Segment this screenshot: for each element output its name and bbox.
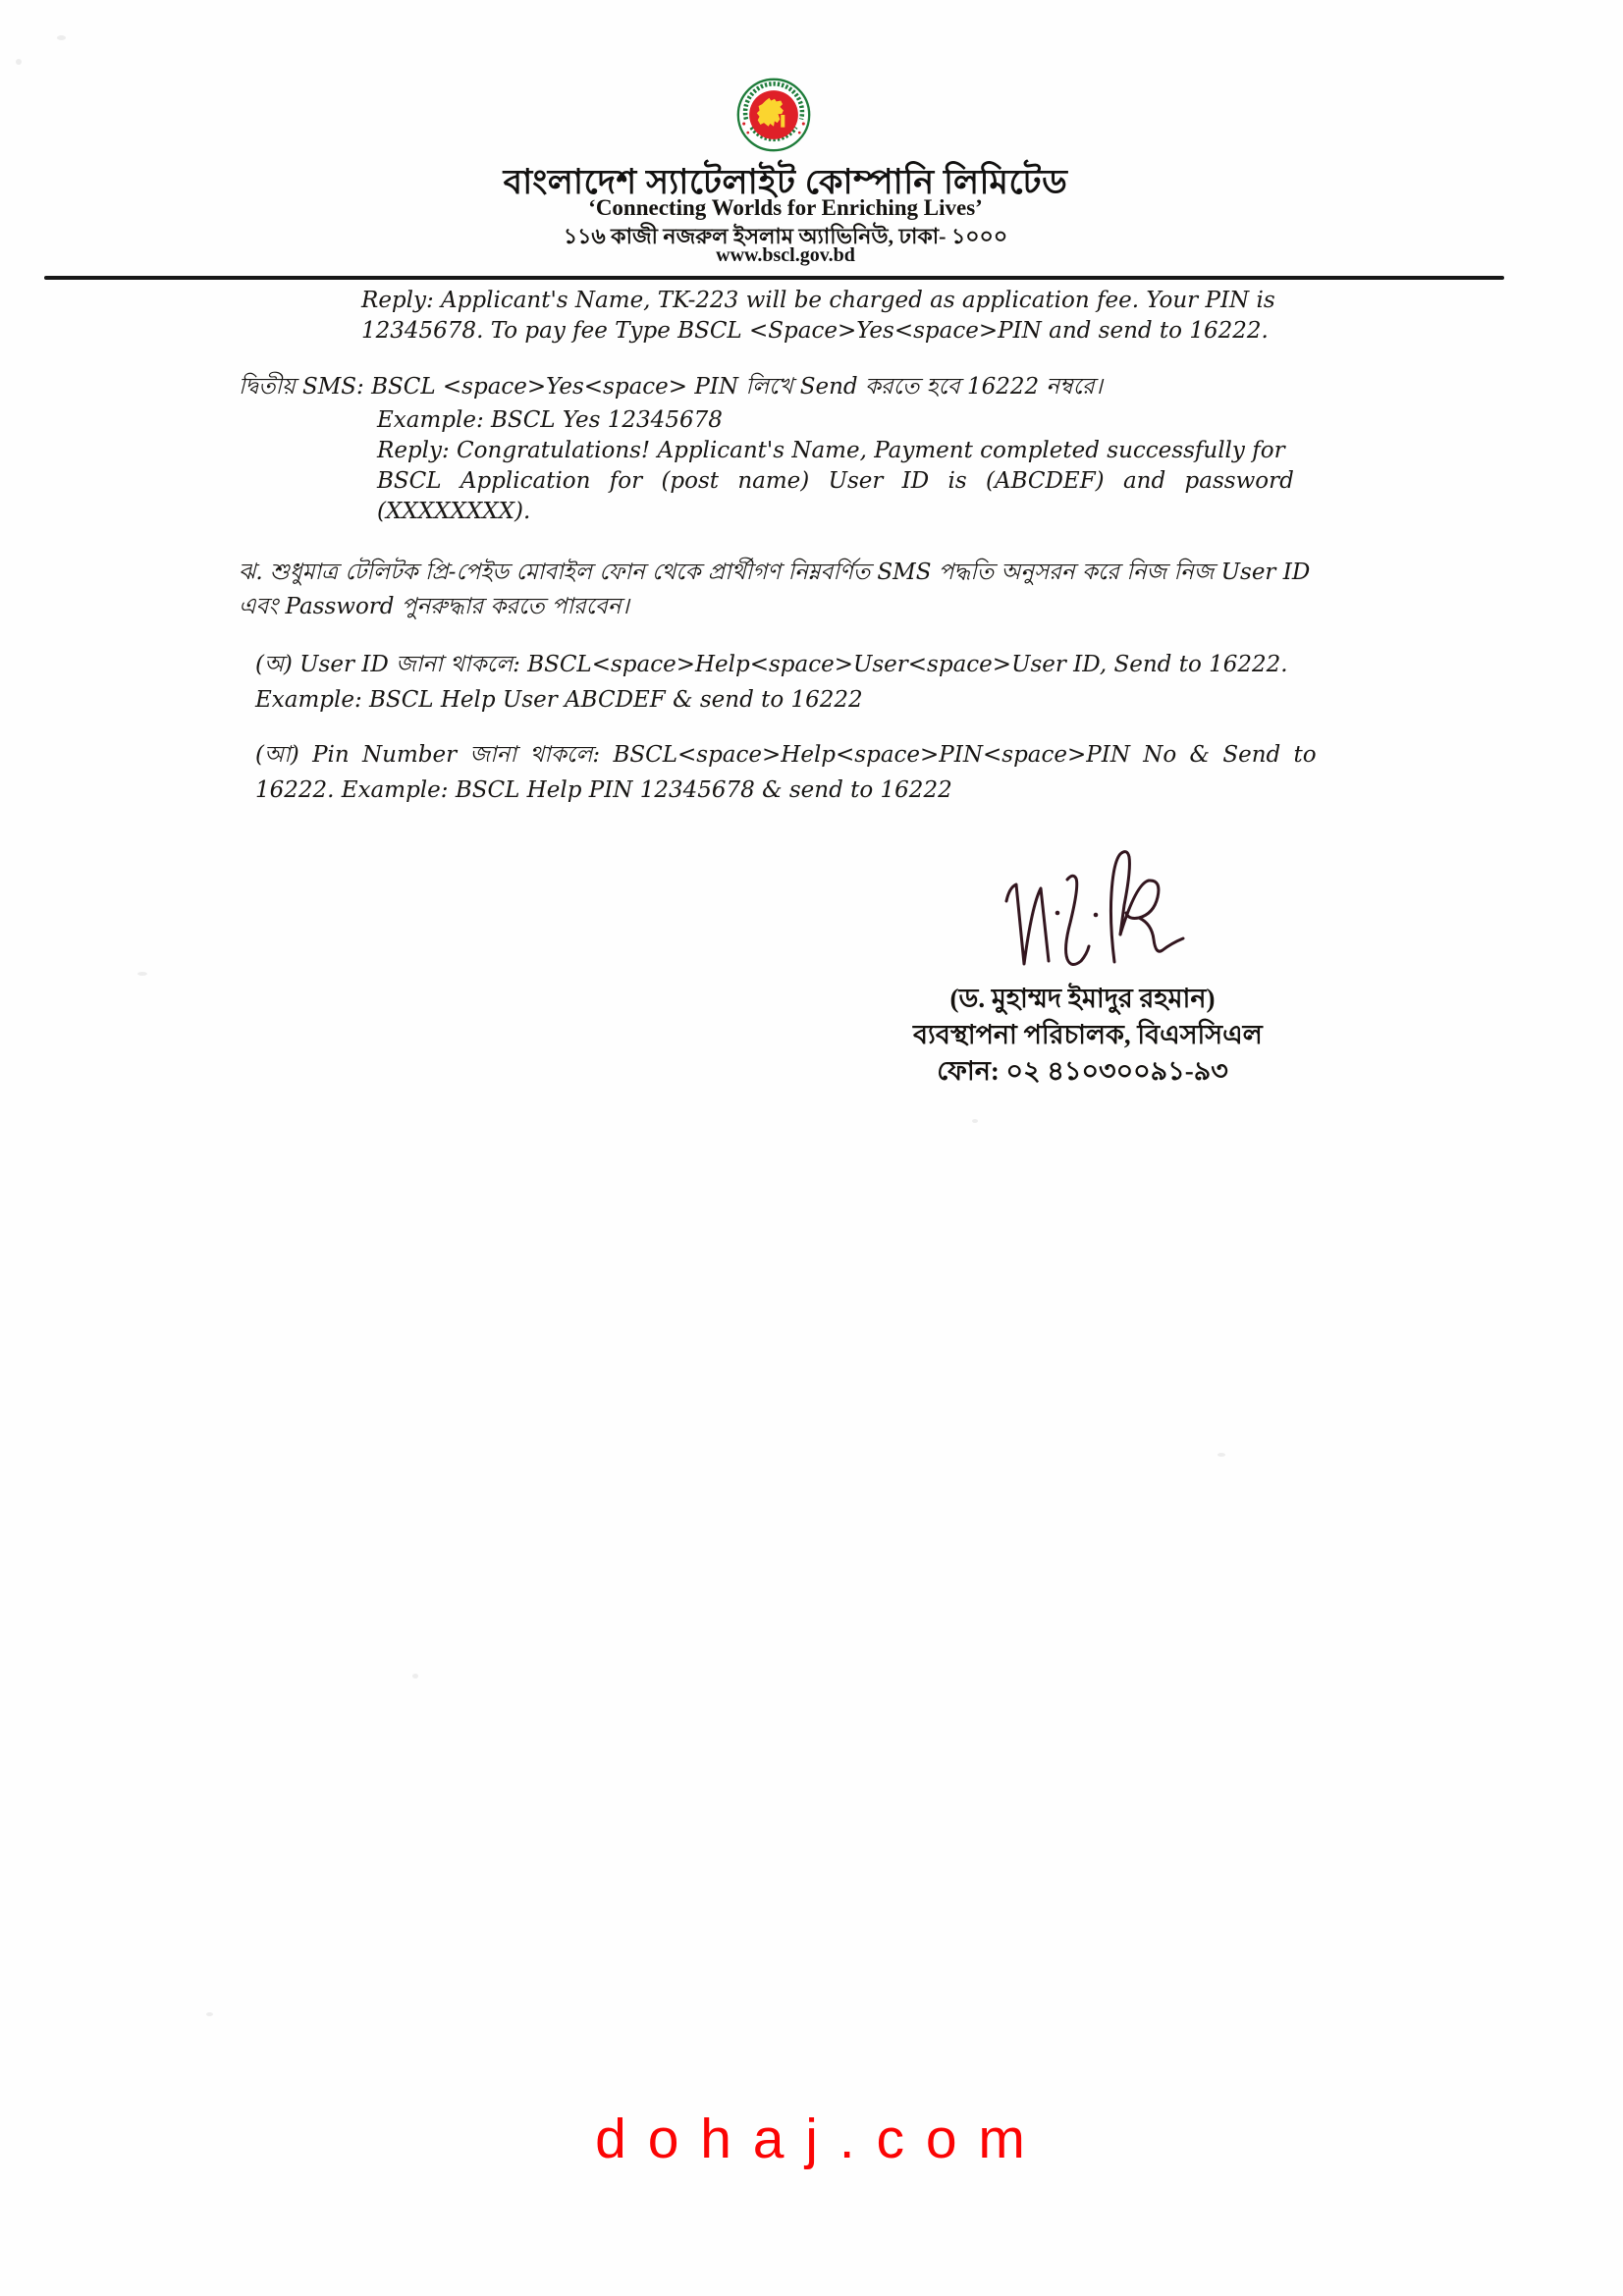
bscl-government-seal-icon [736, 78, 811, 152]
paragraph-teletalk-recovery [239, 556, 1436, 624]
text-line: দ্বিতীয় SMS: BSCL <space>Yes<space> PIN লিখে Send করতে হবে 16222 নম্বরে। [239, 374, 1103, 400]
signatory-name: (ড. মুহাম্মদ ইমাদুর রহমান) [949, 984, 1216, 1013]
letterhead-divider [44, 276, 1504, 280]
org-name: বাংলাদেশ স্যাটেলাইট কোম্পানি লিমিটেড [503, 163, 1068, 201]
paragraph-second-sms-heading [239, 372, 1103, 402]
bscl-logo [736, 78, 811, 152]
text-line: (আ) Pin Number জানা থাকলে: BSCL<space>Help<space>PIN<space>PIN No & Send to [255, 742, 1317, 768]
text-line: 12345678. To pay fee Type BSCL <Space>Yes<space>PIN and send to 16222. [361, 318, 1269, 344]
text-line: ঝ. শুধুমাত্র টেলিটক প্রি-পেইড মোবাইল ফোন থেকে প্রার্থীগণ নিম্নবর্ণিত SMS পদ্ধতি অনুসরন করে নিজ নিজ User ID [239, 560, 1311, 585]
text-line: Reply: Congratulations! Applicant's Name, Payment completed successfully for [377, 438, 1285, 463]
handwritten-signature [997, 844, 1193, 982]
org-website: www.bscl.gov.bd [716, 244, 855, 266]
paragraph-pin-help [255, 737, 1414, 808]
text-line: Example: BSCL Help User ABCDEF & send to 16222 [255, 687, 863, 713]
text-line: (অ) User ID জানা থাকলে: BSCL<space>Help<space>User<space>User ID, Send to 16222. [255, 652, 1288, 677]
signatory-title: ব্যবস্থাপনা পরিচালক, বিএসসিএল [913, 1020, 1263, 1049]
signatory-block [913, 981, 1263, 1090]
org-address: ১১৬ কাজী নজরুল ইসলাম অ্যাভিনিউ, ঢাকা- ১০০০ [563, 224, 1008, 248]
text-line: (XXXXXXXX). [377, 499, 531, 524]
text-line: Reply: Applicant's Name, TK-223 will be charged as application fee. Your PIN is [361, 288, 1275, 313]
org-tagline: ‘Connecting Worlds for Enriching Lives’ [588, 195, 983, 220]
paragraph-first-sms-reply [361, 286, 1363, 347]
signatory-phone: ফোন: ০২ ৪১০৩০০৯১-৯৩ [937, 1056, 1228, 1086]
dohaj-watermark: d o h a j . c o m [595, 2108, 1028, 2170]
text-line: 16222. Example: BSCL Help PIN 12345678 & send to 16222 [255, 777, 952, 803]
text-line: Example: BSCL Yes 12345678 [377, 407, 723, 433]
paragraph-userid-help [255, 647, 1414, 718]
paragraph-second-sms-detail [377, 405, 1369, 527]
text-line: এবং Password পুনরুদ্ধার করতে পারবেন। [239, 594, 629, 619]
text-line: BSCL Application for (post name) User ID is (ABCDEF) and password [377, 468, 1294, 494]
